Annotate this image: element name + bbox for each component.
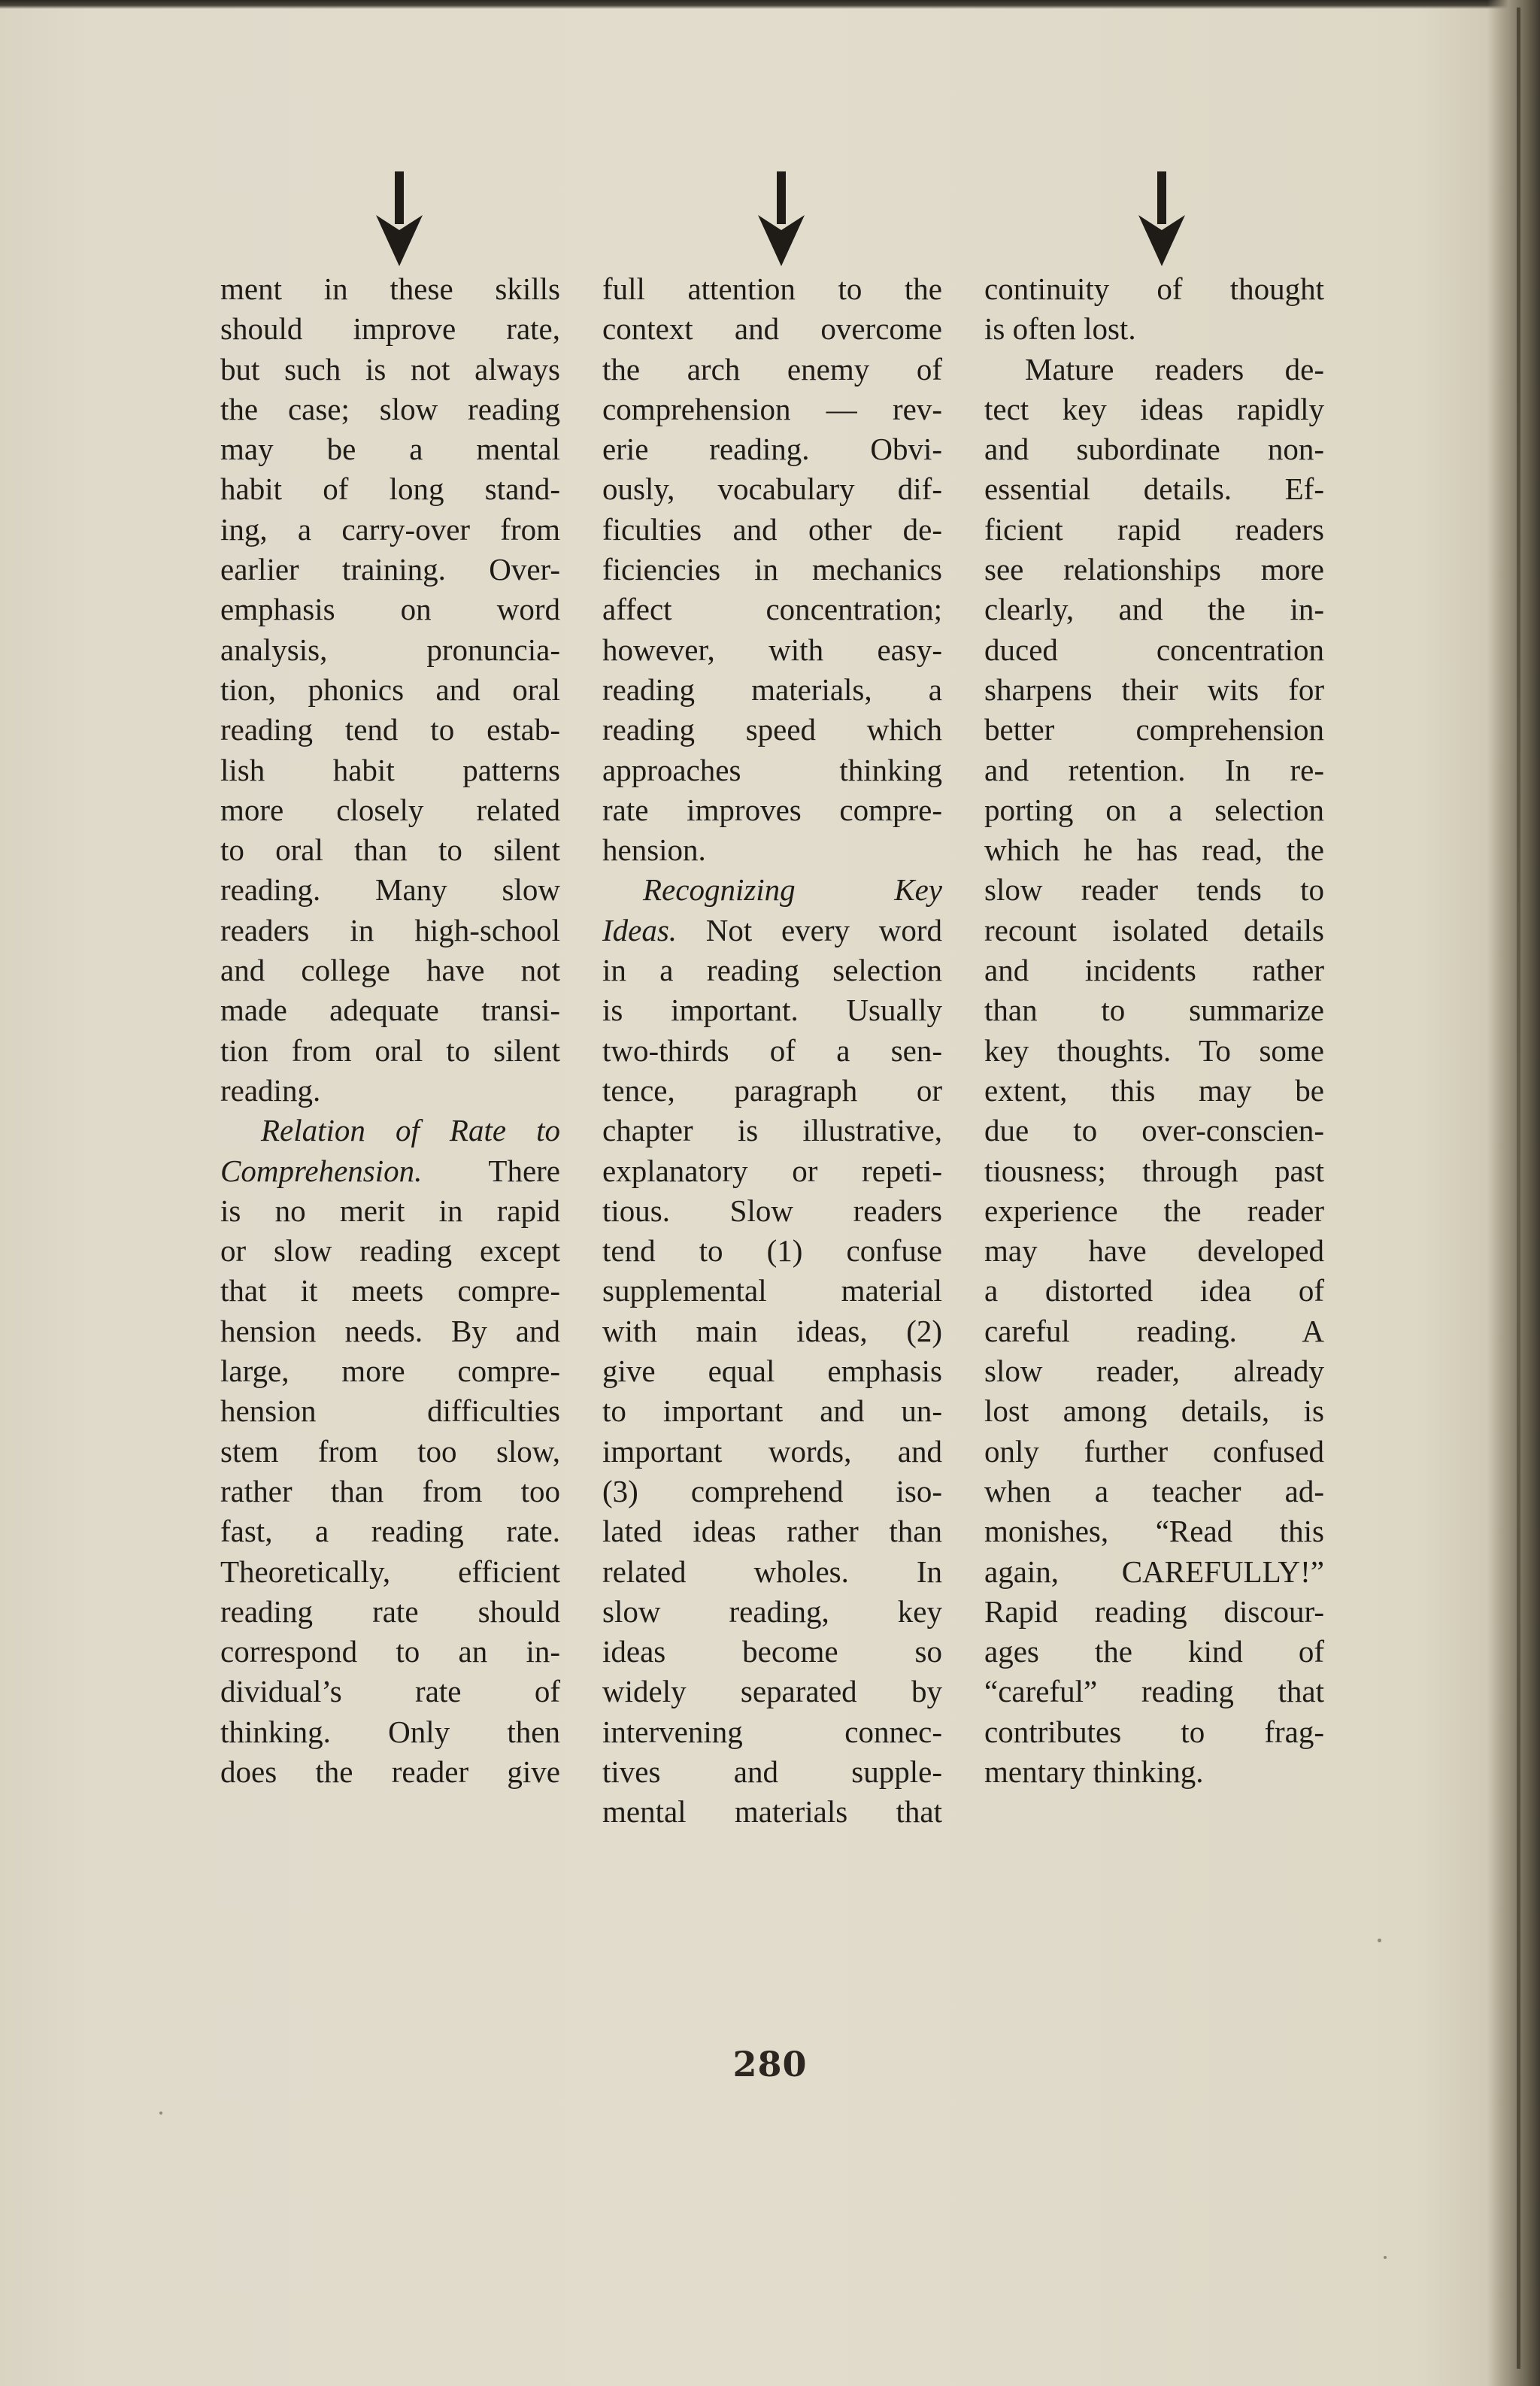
text-line: does the reader give: [220, 1754, 560, 1789]
text-line: essential details. Ef-: [984, 471, 1324, 507]
paragraph: [602, 870, 942, 1832]
text-column-3: [984, 269, 1324, 1792]
text-line: may be a mental: [220, 432, 560, 467]
text-line: hension difficulties: [220, 1393, 560, 1429]
text-line: ment in these skills: [220, 271, 560, 306]
text-line: see relationships more: [984, 552, 1324, 587]
text-line: ously, vocabulary dif-: [602, 471, 942, 507]
text-line: chapter is illustrative,: [602, 1113, 942, 1148]
text-line: tion, phonics and oral: [220, 672, 560, 707]
text-line: reading. Many slow: [220, 872, 560, 908]
text-line: slow reading, key: [602, 1593, 942, 1629]
text-line: approaches thinking: [602, 752, 942, 787]
text-line: affect concentration;: [602, 592, 942, 627]
text-line: the case; slow reading: [220, 391, 560, 426]
text-line: contributes to frag-: [984, 1714, 1324, 1749]
text-line: and retention. In re-: [984, 752, 1324, 787]
paragraph: [220, 269, 560, 1111]
text-line: slow reader, already: [984, 1354, 1324, 1389]
text-line: lost among details, is: [984, 1393, 1324, 1429]
text-line: reading speed which: [602, 712, 942, 747]
text-line: the arch enemy of: [602, 351, 942, 387]
text-line: sharpens their wits for: [984, 672, 1324, 707]
text-line: mental materials that: [602, 1794, 942, 1830]
text-line: ideas become so: [602, 1634, 942, 1669]
text-line: monishes, “Read this: [984, 1514, 1324, 1549]
text-line: which he has read, the: [984, 832, 1324, 868]
text-column-2: [602, 269, 942, 1833]
text-line: recount isolated details: [984, 912, 1324, 947]
text-line: fast, a reading rate.: [220, 1514, 560, 1549]
text-line: full attention to the: [602, 271, 942, 306]
text-line: important words, and: [602, 1433, 942, 1469]
section-heading: Comprehension.: [220, 1153, 423, 1188]
text-line: or slow reading except: [220, 1233, 560, 1269]
text-line: and incidents rather: [984, 953, 1324, 988]
text-line: ficient rapid readers: [984, 511, 1324, 547]
paper-speck: [159, 2112, 162, 2115]
paragraph: [602, 269, 942, 870]
text-line: but such is not always: [220, 351, 560, 387]
text-line: tion from oral to silent: [220, 1032, 560, 1068]
text-line: lish habit patterns: [220, 752, 560, 787]
text-line: tence, paragraph or: [602, 1072, 942, 1108]
text-line: that it meets compre-: [220, 1273, 560, 1308]
text-line: emphasis on word: [220, 592, 560, 627]
text-line: due to over-conscien-: [984, 1113, 1324, 1148]
text-line: a distorted idea of: [984, 1273, 1324, 1308]
text-line: porting on a selection: [984, 792, 1324, 827]
text-line: lated ideas rather than: [602, 1514, 942, 1549]
text-line: careful reading. A: [984, 1313, 1324, 1348]
page-top-edge: [0, 0, 1540, 9]
text-line: analysis, pronuncia-: [220, 632, 560, 667]
text-line: intervening connec-: [602, 1714, 942, 1749]
text-line: correspond to an in-: [220, 1634, 560, 1669]
text-line: extent, this may be: [984, 1072, 1324, 1108]
text-line: rate improves compre-: [602, 792, 942, 827]
text-line: earlier training. Over-: [220, 552, 560, 587]
text-line: Theoretically, efficient: [220, 1554, 560, 1589]
text-line: continuity of thought: [984, 271, 1324, 306]
text-line: clearly, and the in-: [984, 592, 1324, 627]
text-line: context and overcome: [602, 311, 942, 347]
text-line: two-thirds of a sen-: [602, 1032, 942, 1068]
text-line: [602, 911, 942, 950]
text-line: rather than from too: [220, 1473, 560, 1508]
text-line: and college have not: [220, 953, 560, 988]
text-line: tious. Slow readers: [602, 1193, 942, 1228]
text-line: is often lost.: [984, 311, 1136, 347]
text-line: when a teacher ad-: [984, 1473, 1324, 1508]
paragraph: [220, 1111, 560, 1792]
text-line: should improve rate,: [220, 311, 560, 347]
text-line: in a reading selection: [602, 953, 942, 988]
down-arrow-icon: [756, 171, 806, 266]
text-line: ficiencies in mechanics: [602, 552, 942, 587]
paper-speck: [1384, 2256, 1387, 2259]
text-line: ing, a carry-over from: [220, 511, 560, 547]
book-spine-line: [1517, 8, 1520, 2369]
text-line: made adequate transi-: [220, 993, 560, 1028]
text-line: widely separated by: [602, 1674, 942, 1709]
text-line: “careful” reading that: [984, 1674, 1324, 1709]
text-line: is no merit in rapid: [220, 1193, 560, 1228]
text-line: with main ideas, (2): [602, 1313, 942, 1348]
text-line: ages the kind of: [984, 1634, 1324, 1669]
text-line: to important and un-: [602, 1393, 942, 1429]
text-column-1: [220, 269, 560, 1792]
text-line: dividual’s rate of: [220, 1674, 560, 1709]
page-number: 280: [732, 2044, 808, 2084]
text-line: is important. Usually: [602, 993, 942, 1028]
text-line: reading.: [220, 1072, 321, 1108]
text-line: (3) comprehend iso-: [602, 1473, 942, 1508]
text-line: reading tend to estab-: [220, 712, 560, 747]
paragraph: [984, 269, 1324, 350]
text-line: tives and supple-: [602, 1754, 942, 1789]
text-line: tect key ideas rapidly: [984, 391, 1324, 426]
section-heading: Ideas.: [602, 912, 678, 947]
text-line: Rapid reading discour-: [984, 1593, 1324, 1629]
text-line: explanatory or repeti-: [602, 1153, 942, 1188]
book-spine-shadow: [1487, 0, 1540, 2386]
text-line: tend to (1) confuse: [602, 1233, 942, 1269]
text-line: slow reader tends to: [984, 872, 1324, 908]
text-line: supplemental material: [602, 1273, 942, 1308]
text-line: may have developed: [984, 1233, 1324, 1269]
text-line: key thoughts. To some: [984, 1032, 1324, 1068]
text-line: better comprehension: [984, 712, 1324, 747]
text-line: mentary thinking.: [984, 1754, 1204, 1789]
text-line: only further confused: [984, 1433, 1324, 1469]
text-line: Mature readers de-: [1025, 351, 1324, 387]
text-line: experience the reader: [984, 1193, 1324, 1228]
text-line: erie reading. Obvi-: [602, 432, 942, 467]
text-line: stem from too slow,: [220, 1433, 560, 1469]
text-line: reading materials, a: [602, 672, 942, 707]
text-line: to oral than to silent: [220, 832, 560, 868]
text-line: reading rate should: [220, 1593, 560, 1629]
section-heading: Relation of Rate to: [261, 1113, 560, 1148]
text-line: ficulties and other de-: [602, 511, 942, 547]
text-line: thinking. Only then: [220, 1714, 560, 1749]
text-line: large, more compre-: [220, 1354, 560, 1389]
text-fragment: Not every word: [677, 912, 942, 947]
text-line: give equal emphasis: [602, 1354, 942, 1389]
text-line: than to summarize: [984, 993, 1324, 1028]
section-heading: Recognizing Key: [643, 872, 942, 908]
text-line: however, with easy-: [602, 632, 942, 667]
text-fragment: There: [422, 1153, 560, 1188]
text-line: comprehension — rev-: [602, 391, 942, 426]
text-line: hension needs. By and: [220, 1313, 560, 1348]
text-line: [220, 1151, 560, 1191]
down-arrow-icon: [1137, 171, 1187, 266]
text-line: again, CAREFULLY!”: [984, 1554, 1324, 1589]
text-line: readers in high-school: [220, 912, 560, 947]
text-line: habit of long stand-: [220, 471, 560, 507]
text-line: more closely related: [220, 792, 560, 827]
paragraph: [984, 350, 1324, 1793]
down-arrow-icon: [374, 171, 424, 266]
text-line: duced concentration: [984, 632, 1324, 667]
text-line: related wholes. In: [602, 1554, 942, 1589]
paper-speck: [1378, 1939, 1381, 1942]
text-line: hension.: [602, 832, 706, 868]
text-line: and subordinate non-: [984, 432, 1324, 467]
text-line: tiousness; through past: [984, 1153, 1324, 1188]
